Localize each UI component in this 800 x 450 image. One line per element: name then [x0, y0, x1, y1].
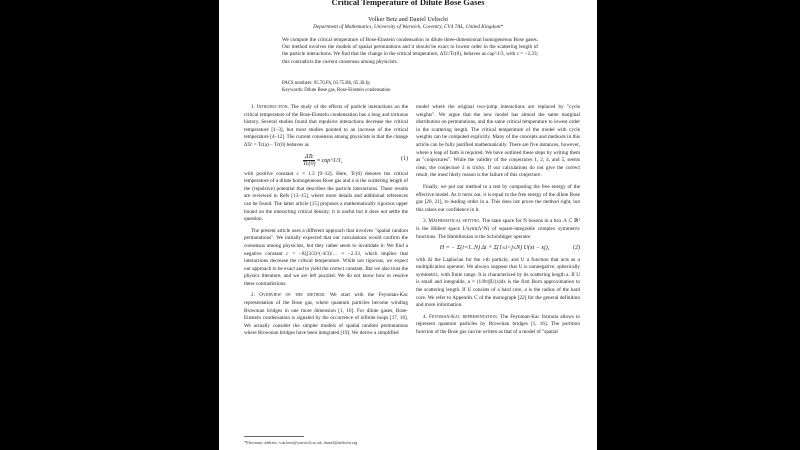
footnote: *Electronic address: v.m.betz@warwick.ac.uk, daniel@ueltschi.org	[244, 440, 358, 445]
right-paragraph-2: Finally, we put our method to a test by computing the free energy of the effective model. As it turns out, it is equal to the free energy of the dilute Bose gas [20, 21], to leading order in a. This does not prove the method right, but this raises our confidence in it.	[416, 183, 580, 213]
equation-number: (2)	[573, 245, 580, 252]
intro-heading: 1. Introduction.	[251, 104, 289, 110]
right-paragraph-1: model where the original two-jump interactions are replaced by "cycle weights". We argue that the new model has almost the same marginal distribution on permutations, and the same critical temperature to lowest order in the scattering length. The critical temperature of the model with cycle weights can be computed explicitly. Many of the concepts and methods in this article can be fully justified mathematically. There are five instances, however, where a leap of faith is required. We have outlined these steps by writing them as "conjectures". While the validity of the conjectures 1, 2, 4, and 5, seems clear, the conjecture 3 is tricky. If our calculations do not give the correct result, the most likely reason is the failure of this conjecture.	[416, 104, 580, 179]
paper-authors: Volker Betz and Daniel Ueltschi	[368, 16, 448, 23]
right-column	[416, 104, 580, 341]
setting-heading: 3. Mathematical setting.	[423, 218, 481, 225]
intro-paragraph-2: with positive constant c ≈ 1.3 [9–12]. Here, Tc(0) denotes the critical temperature of a dilute homogeneous Bose gas and a is the scattering length of the (repulsive) potential that describes the particle interactions. These results are reviewed in Refs [13–15], where more details and additional references can be found. The latter article [15] proposes a mathematically rigorous upper bound on the interacting critical density; it is useful but it does not settle the question.	[244, 170, 408, 223]
equation-1: $\frac{\text{ΔTc}}{Tc(0)}$ ≈ caρ^1/3, (1)	[303, 153, 408, 167]
equation-number: (1)	[401, 156, 408, 163]
intro-paragraph-1: 1. Introduction. The study of the effects of particle interactions on the critical temperature of the Bose-Einstein condensation has a long and tortuous history. Several studies found that repulsive interactions decrease the critical temperature [1–3], but most studies pointed to an increase of the critical temperature [4–12]. The current consensus among physicists is that the change ΔTc = Tc(a) − Tc(0) behaves as	[244, 104, 408, 148]
abstract: We compute the critical temperature of Bose-Einstein condensation in dilute three-dimensional homogeneous Bose gases. Our method involves the models of spatial permutations and it should be exact to lowest order in the scattering length of the particle interactions. We find that the change in the critical temperature, ΔTc/Tc(0), behaves as caρ^1/3, with c = −2.33; this contradicts the current consensus among physicists.	[282, 37, 538, 65]
feynman-kac-paragraph: 4. Feynman-Kac representation. The Feynman-Kac formula allows to represent quantum particles by Brownian bridges [1, 16]. The partition function of the Bose gas can be written as that of a model of "spatial	[416, 313, 580, 336]
keywords: Keywords: Dilute Bose gas, Bose-Einstein condensation	[282, 88, 391, 93]
setting-paragraph: 3. Mathematical setting. The state space for N bosons in a box Λ ⊂ ℝ³ is the Hilbert space L²sym(Λ^N) of square-integrable complex symmetric functions. The Hamiltonian is the Schrödinger operator	[416, 218, 580, 240]
overview-paragraph: 2. Overview of the method. We start with the Feynman-Kac representation of the Bose gas, where quantum particles become winding Brownian bridges in one more dimension [1, 16]. For dilute gases, Bose-Einstein condensation is signaled by the occurrence of infinite loops [17, 18]. We actually consider the simpler models of spatial random permutations where Brownian bridges have been integrated [19]. We derive a simplified	[244, 292, 408, 337]
pacs-keywords	[282, 80, 390, 94]
overview-heading: 2. Overview of the method.	[251, 292, 326, 299]
feynman-kac-heading: 4. Feynman-Kac representation.	[423, 313, 499, 320]
paper-affiliation: Department of Mathematics, University of Warwick, Coventry, CV4 7AL, United Kingdom*	[313, 24, 503, 30]
paper-page	[219, 0, 597, 450]
equation-2: H = − Σ(i=1..N) Δi + Σ(1≤i<j≤N) U(xi − xj), (2)	[439, 245, 580, 252]
pacs-numbers: PACS numbers: 05.70.Fh, 03.75.Hh, 05.30.Jp	[282, 81, 370, 86]
footnote-rule	[244, 436, 304, 437]
intro-paragraph-3: The present article uses a different approach that involves "spatial random permutations". We initially expected that our calculations would confirm the consensus among physicists, but they rather seem to invalidate it: We find a negative constant c = −8ζ(3/2)^(-4/3)/… ≈ −2.33, which implies that interactions decrease the critical temperature. While not rigorous, we expect our approach to be exact and to yield the correct constant. But we also trust the physics literature, and we are left puzzled. We do not know how to resolve these contradictions.	[244, 227, 408, 287]
left-column	[244, 104, 408, 342]
paper-title: Critical Temperature of Dilute Bose Gases	[331, 0, 485, 7]
setting-paragraph-2: with Δi the Laplacian for the i-th particle, and U a function that acts as a multiplication operator. We always suppose that U is nonnegative, spherically symmetric, with finite range. It is characterized by its scattering length a. If U is small and integrable, a ≈ (1/8π)∫U(x)dx is the first Born approximation to the scattering length. If U consists of a hard core, a is the radius of the hard core. We refer to Appendix C of the monograph [22] for the general definition and more information.	[416, 256, 580, 309]
